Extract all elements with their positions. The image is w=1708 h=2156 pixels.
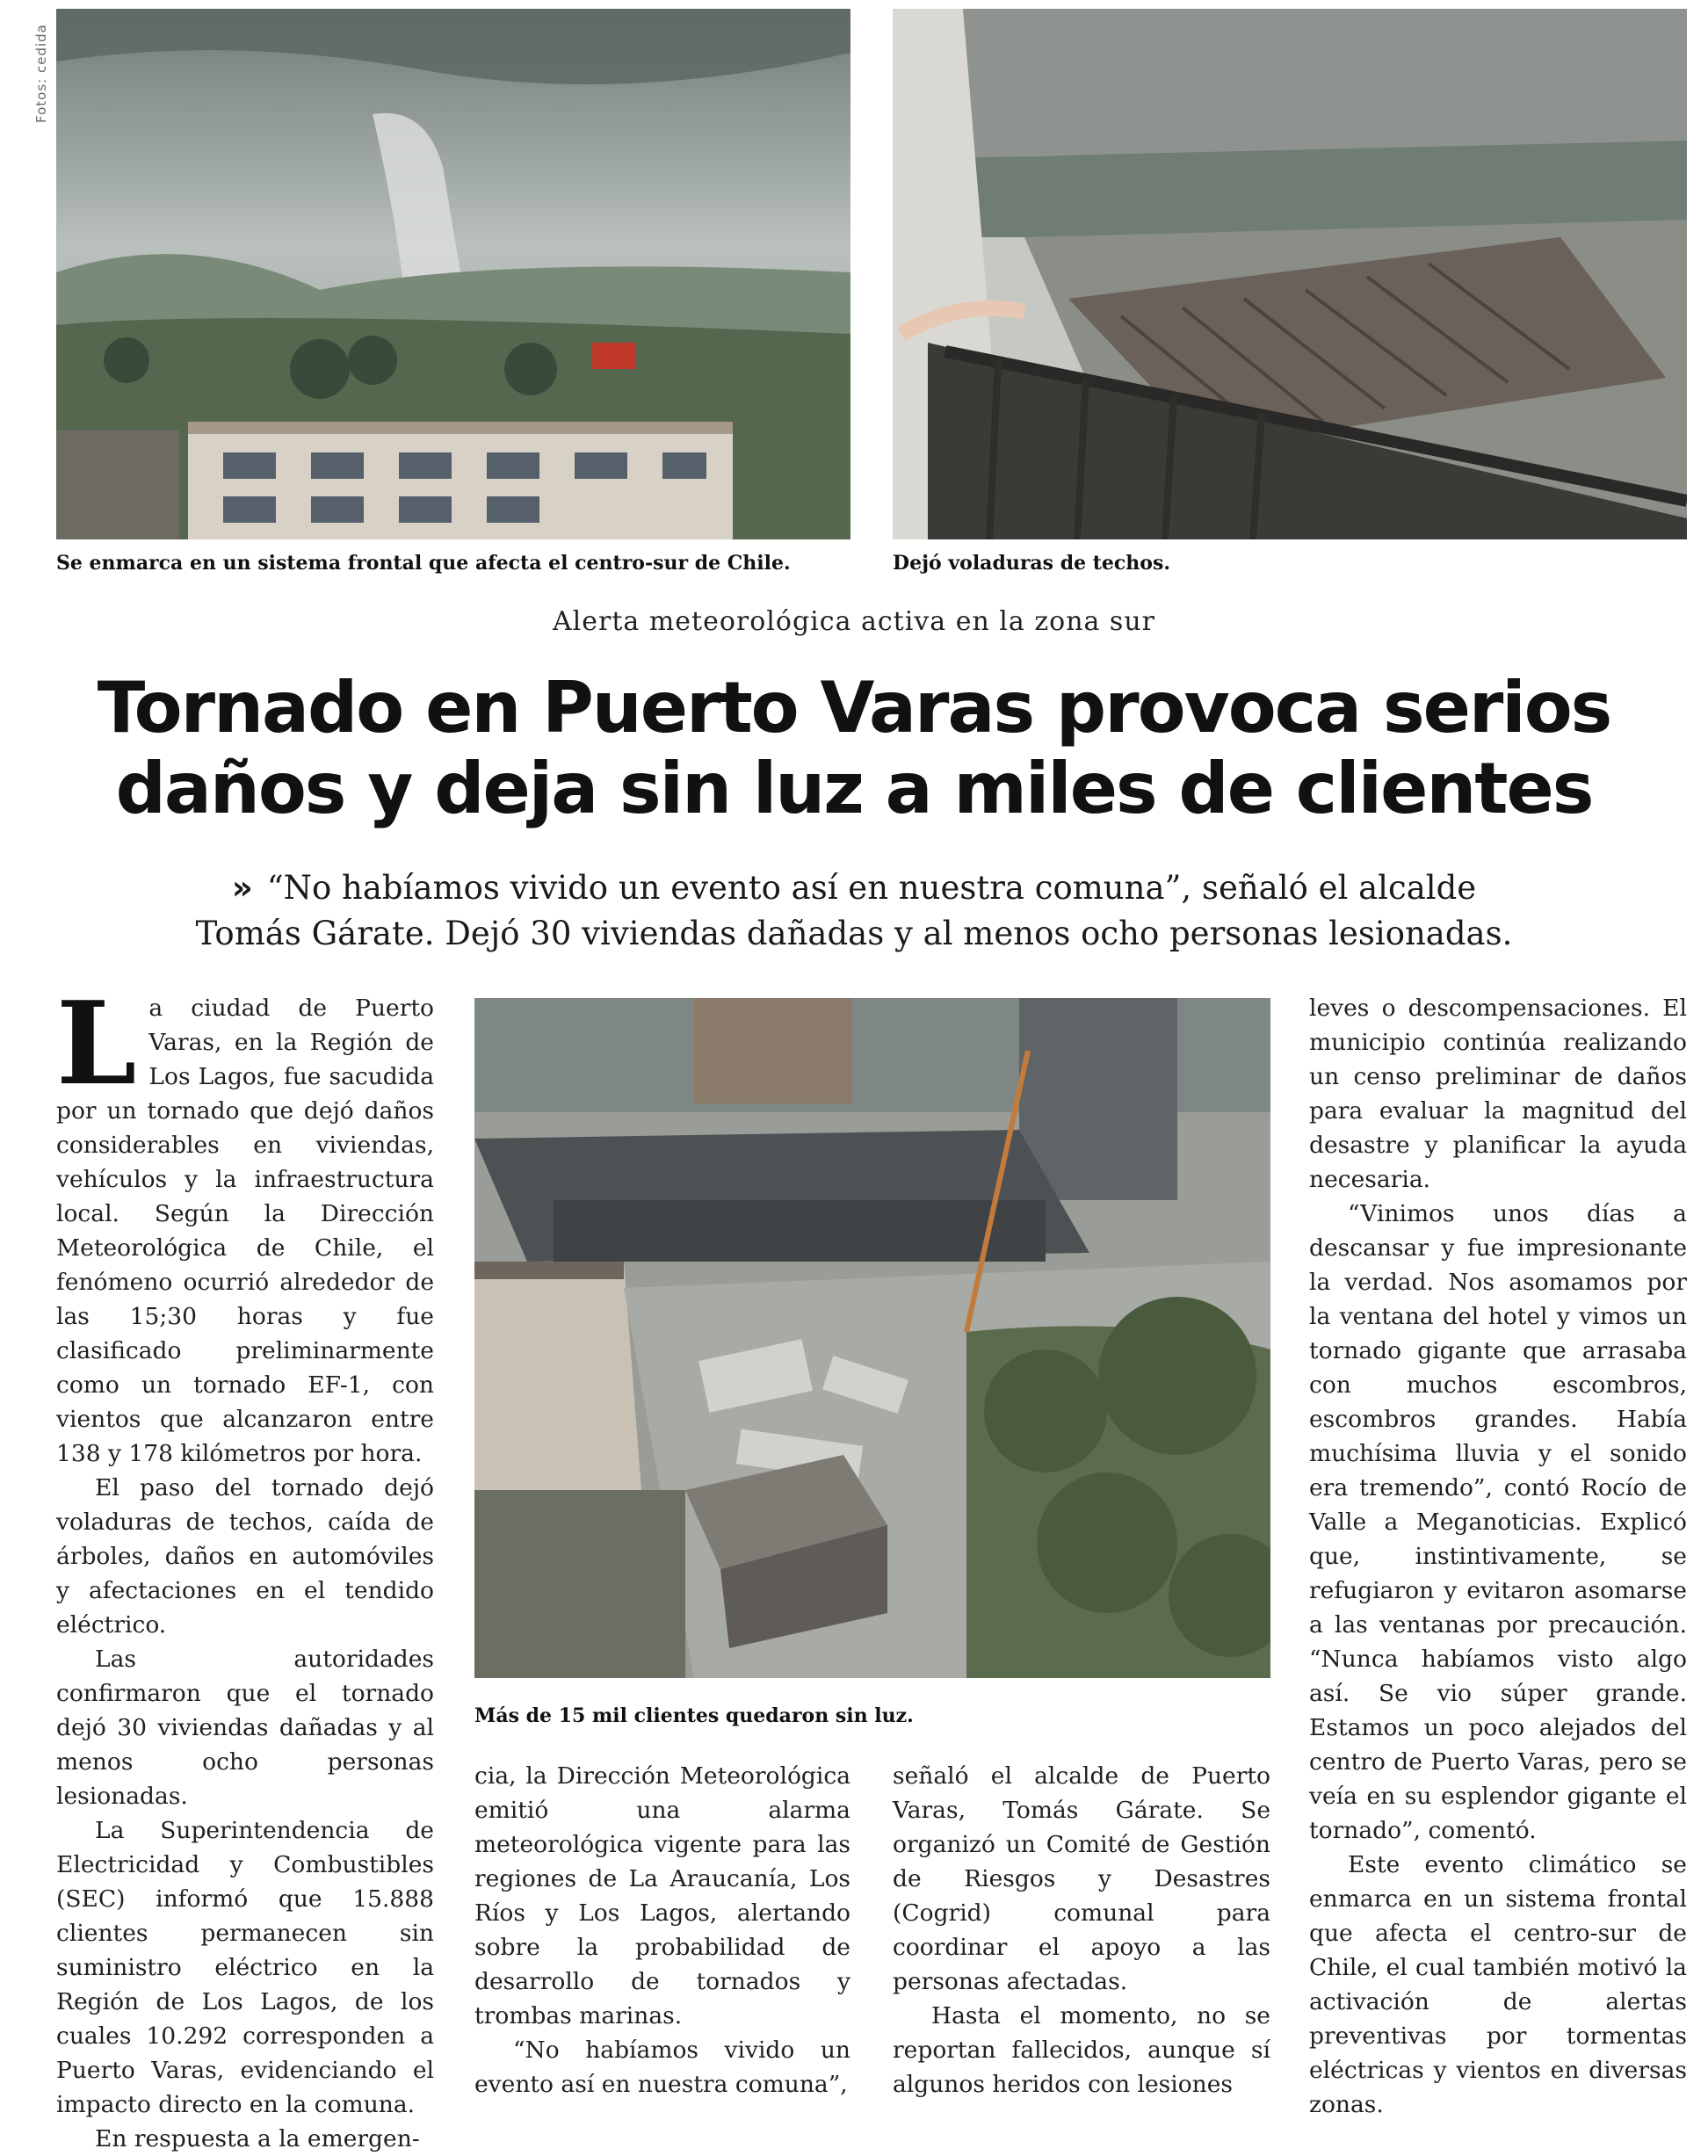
article-paragraph: En respuesta a la emergen-: [95, 2125, 420, 2152]
article-paragraph: señaló el alcalde de Puerto Varas, Tomás Gárate. Se organizó un Comité de Gestión de Riesgos y Desastres (Cogrid) comunal para coordinar el apoyo a las personas afectadas.: [893, 1762, 1270, 1995]
article-paragraph: El paso del tornado dejó voladuras de techos, caída de árboles, daños en automóviles y afectaciones en el tendido eléctrico.: [56, 1474, 434, 1639]
caption-top-right: Dejó voladuras de techos.: [893, 552, 1171, 575]
article-column-3: [893, 1759, 1270, 2102]
subhead-line-2: Tomás Gárate. Dejó 30 viviendas dañadas y al menos ocho personas lesionadas.: [195, 915, 1513, 952]
photo-aerial-damage: [474, 998, 1270, 1678]
chevron-right-icon: »: [231, 869, 253, 907]
photo-damaged-roofs: [893, 9, 1687, 539]
article-paragraph: Las autoridades confirmaron que el tornado dejó 30 viviendas dañadas y al menos ocho personas lesionadas.: [56, 1646, 434, 1810]
headline-line-2: daños y deja sin luz a miles de clientes: [115, 748, 1593, 829]
article-paragraph: “Vinimos unos días a descansar y fue impresionante la verdad. Nos asomamos por la ventana del hotel y vimos un tornado gigante que arrasaba con muchos escombros, escombros grandes. Había muchísima lluvia y el sonido era tremendo”, contó Rocío de Valle a Meganoticias. Explicó que, instintivamente, se refugiaron y evitaron asomarse a las ventanas por precaución. “Nunca habíamos visto algo así. Se vio súper grande. Estamos un poco alejados del centro de Puerto Varas, pero se veía en su esplendor gigante el tornado”, comentó.: [1309, 1200, 1687, 1844]
article-paragraph: “No habíamos vivido un evento así en nuestra comuna”,: [474, 2037, 850, 2098]
article-paragraph: Hasta el momento, no se reportan fallecidos, aunque sí algunos heridos con lesiones: [893, 2002, 1270, 2098]
article-column-4: [1309, 991, 1687, 2122]
article-paragraph: La Superintendencia de Electricidad y Combustibles (SEC) informó que 15.888 clientes permanecen sin suministro eléctrico en la Región de Los Lagos, de los cuales 10.292 corresponden a Puerto Varas, evidenciando el impacto directo en la comuna.: [56, 1817, 434, 2118]
drop-cap: L: [56, 976, 137, 1111]
article-paragraph: La ciudad de Puerto Varas, en la Región de Los Lagos, fue sacudida por un tornado que dejó daños considerables en viviendas, vehículos y la infraestructura local. Según la Dirección Meteorológica de Chile, el fenómeno ocurrió alrededor de las 15;30 horas y fue clasificado preliminarmente como un tornado EF-1, con vientos que alcanzaron entre 138 y 178 kilómetros por hora.: [56, 976, 434, 1467]
article-column-1: [56, 976, 434, 2156]
caption-center: Más de 15 mil clientes quedaron sin luz.: [474, 1704, 914, 1727]
photo-tornado-over-town: [56, 9, 850, 539]
article-kicker: Alerta meteorológica activa en la zona sur: [553, 606, 1155, 637]
caption-top-left: Se enmarca en un sistema frontal que afecta el centro-sur de Chile.: [56, 552, 791, 575]
headline-line-1: Tornado en Puerto Varas provoca serios: [97, 667, 1611, 749]
article-column-2: [474, 1759, 850, 2102]
article-paragraph: Este evento climático se enmarca en un sistema frontal que afecta el centro-sur de Chile, el cual también motivó la activación de alertas preventivas por tormentas eléctricas y vientos en diversas zonas.: [1309, 1851, 1687, 2118]
article-paragraph: leves o descompensaciones. El municipio continúa realizando un censo preliminar de daños para evaluar la magnitud del desastre y planificar la ayuda necesaria.: [1309, 995, 1687, 1193]
article-headline: [53, 668, 1655, 829]
photo-credit: Fotos: cedida: [33, 24, 49, 123]
subhead-line-1: » “No habíamos vivido un evento así en nuestra comuna”, señaló el alcalde: [231, 869, 1477, 907]
article-paragraph: cia, la Dirección Meteorológica emitió una alarma meteorológica vigente para las regiones de La Araucanía, Los Ríos y Los Lagos, alertando sobre la probabilidad de desarrollo de tornados y trombas marinas.: [474, 1762, 850, 2029]
article-subhead: [176, 865, 1532, 957]
